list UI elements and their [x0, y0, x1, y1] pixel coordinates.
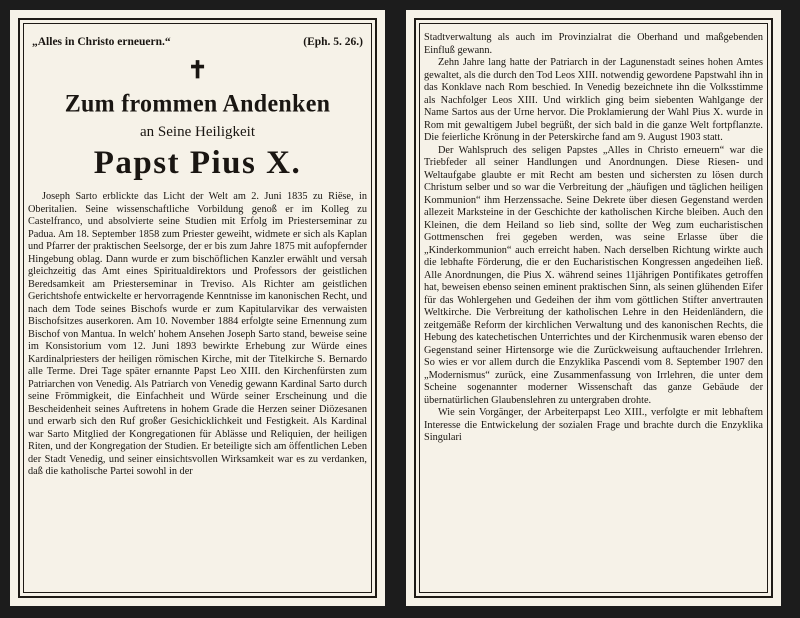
paragraph: Joseph Sarto erblickte das Licht der Welt am 2. Juni 1835 zu Riëse, in Oberitalien. Seine wissenschaftliche Vorbildung genoß er im Kolleg zu Castelfranco, und absolvierte seine Studien mit Erfolg im Priesterseminar zu Padua. Am 18. September 1858 zum Priester geweiht, widmete er sich als Kaplan und Pfarrer der praktischen Seelsorge, der er bis zum Jahre 1875 mit aufopfernder Hingebung oblag. Dann wurde er zum bischöflichen Kanzler erwählt und versah gleichzeitig das Amt eines Spiritualdirektors und Professors der geistlichen Beredsamkeit am Priesterseminar in Treviso. Als Richter am geistlichen Gerichtshofe entwickelte er hervorragende Kenntnisse im kanonischen Recht, und nach dem Tode seines Bischofs wurde er zum Kapitularvikar des verwaisten Bischofsitzes auserkoren. Am 10. November 1884 erfolgte seine Ernennung zum Bischof von Mantua. In welch' hohem Ansehen Joseph Sarto stand, beweise seine im Konsistorium vom 12. Juni 1893 bewirkte Erhebung zur Würde eines Kardinalpriesters der heiligen römischen Kirche, mit der Titelkirche S. Bernardo alle Terme. Drei Tage später ernannte Papst Leo XIII. den Kirchenfürsten zum Patriarchen von Venedig. Als Patriarch von Venedig gewann Kardinal Sarto durch seine Frömmigkeit, die Einfachheit und Würde seiner Erscheinung und die Bescheidenheit seines Auftretens in hohem Grade die Herzen seiner Diözesanen und erwarb sich den Ruf großer Gesichicklichkeit und Festigkeit. Als Kardinal war Sarto Mitglied der Kongregationen für Ablässe und Reliquien, der heiligen Riten, und der Kongregation der Studien. Er beteiligte sich am öffentlichen Leben der Stadt Venedig, und seiner einsichtsvollen Wirksamkeit war es zu verdanken, daß die katholische Partei sowohl in der: [28, 191, 367, 477]
biography-text-left: [28, 191, 367, 479]
paragraph: Stadtverwaltung als auch im Provinzialrat die Oberhand und maßgebenden Einfluß gewann.: [424, 32, 763, 56]
memorial-heading: Zum frommen Andenken: [64, 90, 331, 118]
left-page-content: [28, 32, 367, 590]
right-page: [406, 10, 781, 606]
motto-reference: (Eph. 5. 26.): [303, 36, 363, 48]
left-page: [10, 10, 385, 606]
pope-name-title: Papst Pius X.: [93, 145, 302, 181]
cross-icon: ✝: [187, 55, 208, 84]
paragraph: Zehn Jahre lang hatte der Patriarch in der Lagunenstadt seines hohen Amtes gewaltet, als die durch den Tod Leos XIII. notwendig gewordene Papstwahl ihn in das Konklave nach Rom beschied. In Venedig bezeichnete ihn die Volksstimme als Nachfolger Leos XIII. Und wirklich ging beim siebenten Wahlgange der Name Sartos aus der Urne hervor. Die Proklamierung der Wahl Pius X. wurde in Rom mit gewaltigem Jubel begrüßt, der sich bald in die ganze Welt fortpflanzte. Die feierliche Krönung in der Peterskirche fand am 9. August 1903 statt.: [424, 57, 763, 143]
memorial-subheading: an Seine Heiligkeit: [140, 124, 255, 140]
motto-text: „Alles in Christo erneuern.“: [32, 36, 171, 48]
right-page-content: [424, 32, 763, 590]
motto-line: [28, 36, 367, 48]
biography-text-right: [424, 32, 763, 445]
paragraph: Der Wahlspruch des seligen Papstes „Alles in Christo erneuern“ war die Triebfeder all seiner Handlungen und Anordnungen. Diese Riesen- und Weltaufgabe glaubte er mit Recht am besten und sichersten zu lösen durch Christum selber und so war die Verbreitung der „häufigen und täglichen heiligen Kommunion“ ihm Herzenssache. Seine Dekrete über diesen Gegenstand werden allezeit Marksteine in der Geschichte der katholischen Kirche bleiben. Auch den Kleinen, die dem Heiland so lieb sind, sollte der Weg zum eucharistischen Gottmenschen frei gegeben werden, was seine Erlasse über die „Kinderkommunion“ auch erreicht haben. Nach derselben Richtung wirkte auch die lebhafte Förderung, die er den Eucharistischen Kongressen angedeihen ließ. Alle Anordnungen, die Pius X. während seines 11jährigen Pontifikates getroffen hat, beweisen ebenso seinen eminent praktischen Sinn, als seinen glühenden Eifer für das Wohlergehen und Gedeihen der ihm vom göttlichen Stifter anvertrauten Weltkirche. Die Verbreitung der katholischen Lehre in den Heidenländern, die zeitgemäße Reform der kirchlichen Verwaltung und des kanonischen Rechts, die Hebung des katechetischen Unterrichtes und der Kirchenmusik waren ebenso der Gegenstand seiner Hirtensorge wie die Zurückweisung auftauchender Irrlehren. So wies er vor allem durch die Enzyklika Pascendi vom 8. September 1907 den „Modernismus“ zurück, eine Zusammenfassung von Irrlehren, die unter dem Scheine sogenannter moderner Wissenschaft das ganze Gebäude der übernatürlichen Glaubenslehren zu untergraben drohte.: [424, 144, 763, 406]
paragraph: Wie sein Vorgänger, der Arbeiterpapst Leo XIII., verfolgte er mit lebhaftem Interesse die Entwickelung der sozialen Frage und brachte durch die Enzyklika Singulari: [424, 407, 763, 443]
